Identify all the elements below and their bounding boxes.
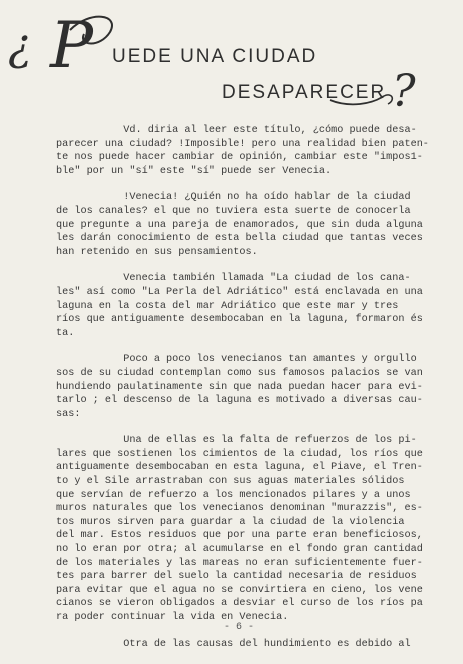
text-line: ta. xyxy=(56,327,75,339)
text-line: parecer una ciudad? !Imposible! pero una realidad bien paten- xyxy=(56,138,429,150)
text-line: Otra de las causas del hundimiento es debido al xyxy=(56,638,411,650)
text-line: sos de su ciudad contemplan como sus famosos palacios se van xyxy=(56,367,423,379)
text-line: han retenido en sus pensamientos. xyxy=(56,246,258,258)
text-line: cianos se vieron obligados a desviar el curso de los ríos pa xyxy=(56,598,423,610)
text-line: laguna en la costa del mar Adriático que este mar y tres xyxy=(56,300,399,312)
text-line: les darán conocimiento de esta bella ciudad que tantas veces xyxy=(56,233,423,245)
paragraph-1 xyxy=(56,124,436,178)
text-line: ra poder continuar la vida en Venecia. xyxy=(56,612,289,623)
page-number: - 6 - xyxy=(224,622,255,633)
text-line: ble" por un "sí" este "sí" puede ser Venecia. xyxy=(56,165,332,177)
text-line: de los materiales y las mareas no eran suficientemente fuer- xyxy=(56,557,423,569)
text-line: Venecia también llamada "La ciudad de los cana- xyxy=(56,273,411,285)
text-line: para evitar que el agua no se convirtiera en cieno, los vene xyxy=(56,584,423,596)
text-line: hundiendo paulatinamente sin que nada puedan hacer para evi- xyxy=(56,381,423,393)
text-line: !Venecia! ¿Quién no ha oído hablar de la ciudad xyxy=(56,192,411,204)
text-line: lares que sostienen los cimientos de la ciudad, los ríos que xyxy=(56,448,423,460)
title-line-2: DESAPARECER xyxy=(222,82,387,103)
paragraph-3 xyxy=(56,272,436,340)
text-line: te nos puede hacer cambiar de opinión, cambiar este "impos1- xyxy=(56,152,423,164)
text-line: que servían de refuerzo a los mencionados pilares y a unos xyxy=(56,489,411,501)
text-line: ríos que antiguamente desembocaban en la laguna, formaron és xyxy=(56,314,423,326)
article-body xyxy=(56,124,436,664)
text-line: no lo eran por otra; al acumularse en el fondo gran cantidad xyxy=(56,544,423,556)
title-open-question-mark: ¿ xyxy=(8,20,32,71)
text-line: Poco a poco los venecianos tan amantes y orgullo xyxy=(56,354,417,366)
paragraph-5 xyxy=(56,434,436,624)
text-line: del mar. Estos residuos que por una parte eran beneficiosos, xyxy=(56,530,423,542)
paragraph-4 xyxy=(56,353,436,421)
title-initial-letter: P xyxy=(50,9,94,83)
text-line: Una de ellas es la falta de refuerzos de los pi- xyxy=(56,435,417,447)
text-line: tarlo ; el descenso de la laguna es motivado a diversas cau- xyxy=(56,395,423,407)
text-line: tes para barrer del suelo la cantidad necesaria de residuos xyxy=(56,571,417,583)
text-line: muros naturales que los venecianos denominan "murazzis", es- xyxy=(56,503,423,515)
text-line: sas: xyxy=(56,408,81,420)
text-line: les" así como "La Perla del Adriático" está enclavada en una xyxy=(56,286,423,298)
paragraph-2 xyxy=(56,191,436,259)
text-line: antiguamente desembocaban en esta laguna, el Piave, el Tren- xyxy=(56,462,423,474)
text-line: tos muros sirven para guardar a la ciudad de la violencia xyxy=(56,516,405,528)
title-line-1: UEDE UNA CIUDAD xyxy=(112,46,318,67)
text-line: de los canales? el que no tuviera esta suerte de conocerla xyxy=(56,205,411,217)
text-line: to y el Sile arrastraban con sus aguas materiales sólidos xyxy=(56,476,405,488)
title-close-question-mark: ? xyxy=(392,66,416,117)
text-line: que pregunte a una pareja de enamorados, que sin duda alguna xyxy=(56,219,423,231)
text-line: Vd. diria al leer este título, ¿cómo puede desa- xyxy=(56,125,417,136)
